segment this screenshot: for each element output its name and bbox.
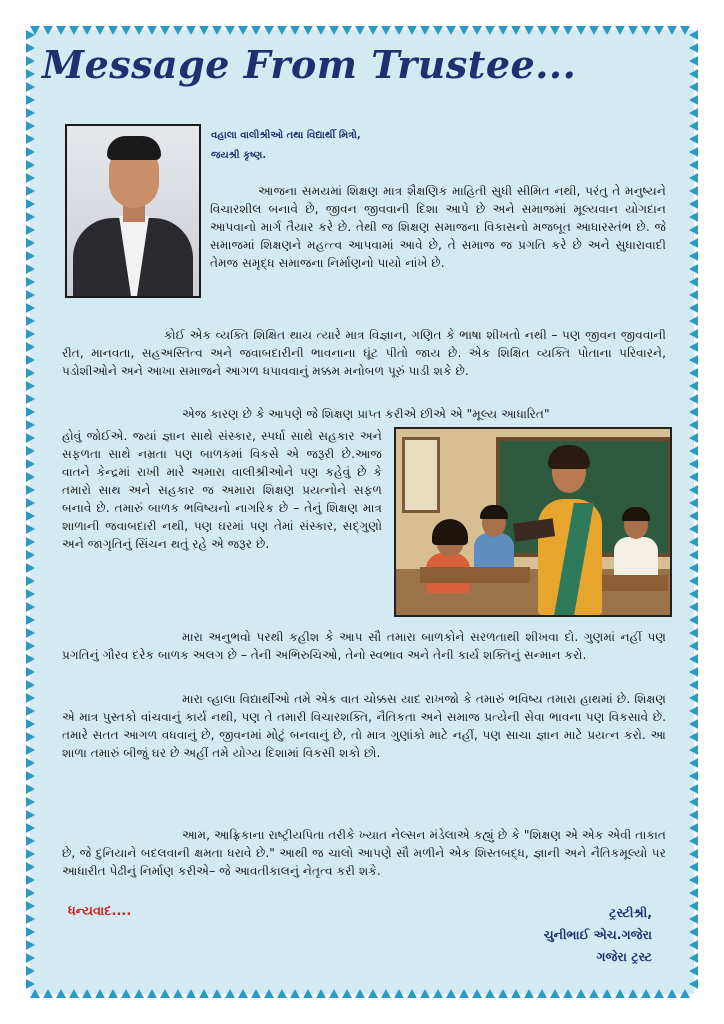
- border-triangle: [689, 69, 698, 79]
- trustee-photo: [65, 124, 201, 298]
- border-triangle: [160, 989, 170, 998]
- paragraph-3-intro: એજ કારણ છે કે આપણે જે શિક્ષણ પ્રાપ્ત કરીએ છીએ એ "મૂલ્ય આધારિત": [182, 407, 550, 421]
- border-triangle: [316, 26, 326, 35]
- border-triangle: [689, 147, 698, 157]
- border-triangle: [95, 26, 105, 35]
- border-triangle: [689, 979, 698, 989]
- border-triangle: [26, 329, 35, 339]
- border-triangle: [26, 186, 35, 196]
- border-triangle: [108, 989, 118, 998]
- border-triangle: [641, 26, 651, 35]
- border-triangle: [381, 989, 391, 998]
- border-triangle: [689, 875, 698, 885]
- page-title: Message From Trustee...: [42, 42, 577, 87]
- border-triangle: [26, 160, 35, 170]
- border-triangle: [26, 732, 35, 742]
- border-triangle: [420, 26, 430, 35]
- border-triangle: [689, 745, 698, 755]
- border-triangle: [689, 407, 698, 417]
- border-triangle: [689, 810, 698, 820]
- border-triangle: [26, 602, 35, 612]
- border-triangle: [26, 238, 35, 248]
- border-triangle: [689, 355, 698, 365]
- border-triangle: [689, 186, 698, 196]
- border-triangle: [26, 407, 35, 417]
- border-triangle: [689, 784, 698, 794]
- border-triangle: [689, 498, 698, 508]
- border-triangle: [26, 966, 35, 976]
- border-triangle: [303, 26, 313, 35]
- border-triangle: [563, 989, 573, 998]
- border-triangle: [290, 26, 300, 35]
- border-triangle: [615, 26, 625, 35]
- border-triangle: [26, 797, 35, 807]
- border-triangle: [26, 498, 35, 508]
- border-triangle: [69, 989, 79, 998]
- border-triangle: [342, 989, 352, 998]
- border-triangle: [689, 251, 698, 261]
- border-triangle: [56, 26, 66, 35]
- border-triangle: [689, 641, 698, 651]
- border-triangle: [472, 989, 482, 998]
- border-triangle: [26, 680, 35, 690]
- border-triangle: [689, 667, 698, 677]
- border-triangle: [26, 316, 35, 326]
- border-triangle: [689, 693, 698, 703]
- border-triangle: [26, 914, 35, 924]
- border-triangle: [26, 368, 35, 378]
- paragraph-1: આજના સમયમાં શિક્ષણ માત્ર શૈક્ષણિક માહિતી સુધી સીમિત નથી, પરંતુ તે મનુષ્યને વિચારશીલ બનાવે છે, જીવન જીવવાની દિશા આપે છે અને સમાજમાં મૂલ્યવાન યોગદાન આપવાનો માર્ગ તૈયાર કરે છે. તેથી જ શિક્ષણ સમાજના વિકાસનો મજબૂત આધારસ્તંભ છે. જે સમાજમાં શિક્ષણને મહત્ત્વ આપવામાં આવે છે, તે સમાજ જ પ્રગતિ કરે છે અને સુધારાવાદી તેમજ સમૃદ્ધ સમાજના નિર્માણનો પાયો નાંખે છે.: [210, 184, 666, 270]
- border-triangle: [689, 719, 698, 729]
- border-triangle: [689, 576, 698, 586]
- border-triangle: [576, 26, 586, 35]
- border-triangle: [26, 771, 35, 781]
- border-triangle: [689, 394, 698, 404]
- border-triangle: [134, 26, 144, 35]
- border-triangle: [654, 989, 664, 998]
- border-triangle: [26, 277, 35, 287]
- border-triangle: [689, 706, 698, 716]
- border-triangle: [472, 26, 482, 35]
- border-triangle: [277, 989, 287, 998]
- border-triangle: [26, 433, 35, 443]
- border-triangle: [26, 43, 35, 53]
- border-triangle: [26, 654, 35, 664]
- border-triangle: [251, 26, 261, 35]
- border-triangle: [368, 989, 378, 998]
- border-triangle: [26, 641, 35, 651]
- border-triangle: [602, 989, 612, 998]
- border-triangle: [368, 26, 378, 35]
- border-triangle: [689, 602, 698, 612]
- border-triangle: [433, 26, 443, 35]
- border-triangle: [689, 342, 698, 352]
- paragraph-3-body: હોવું જોઈએ. જ્યાં જ્ઞાન સાથે સંસ્કાર, સ્પર્ધા સાથે સહકાર અને સફળતા સાથે નમ્રતા પણ બાળકમાં વિકસે એ જરૂરી છે.આજ વાતને કેન્દ્રમાં રાખી મારે અમારા વાલીશ્રીઓને પણ કહેવું છે કે તમારો સાથ અને સહકાર જ અમારા શિક્ષણ પ્રયત્નોને સફળ બનાવે છે. તમારું બાળક ભવિષ્યનો નાગરિક છે – તેનું શિક્ષણ માત્ર શાળાની જવાબદારી નથી, પણ ઘરમાં પણ તેમાં સંસ્કાર, સદ્ગુણો અને જાગૃતિનું સિંચન થતું રહે એ જરૂર છે.: [62, 429, 382, 551]
- border-triangle: [602, 26, 612, 35]
- border-triangle: [498, 26, 508, 35]
- border-triangle: [26, 979, 35, 989]
- border-triangle: [26, 420, 35, 430]
- signature-org: ગજેરા ટ્રસ્ટ: [596, 949, 652, 964]
- border-triangle: [26, 693, 35, 703]
- border-triangle: [689, 511, 698, 521]
- border-triangle: [26, 953, 35, 963]
- border-triangle: [689, 433, 698, 443]
- border-triangle: [689, 550, 698, 560]
- signature-title: ટ્રસ્ટીશ્રી,: [609, 905, 652, 920]
- border-triangle: [689, 95, 698, 105]
- border-triangle: [342, 26, 352, 35]
- border-triangle: [381, 26, 391, 35]
- border-triangle: [26, 355, 35, 365]
- border-triangle: [108, 26, 118, 35]
- border-triangle: [485, 989, 495, 998]
- border-triangle: [689, 628, 698, 638]
- border-triangle: [26, 173, 35, 183]
- border-triangle: [173, 26, 183, 35]
- border-triangle: [689, 732, 698, 742]
- border-triangle: [689, 160, 698, 170]
- paragraph-4: મારા અનુભવો પરથી કહીશ કે આપ સૌ તમારા બાળકોને સરળતાથી શીખવા દો. ગુણમાં નહીં પણ પ્રગતિનું ગૌરવ દરેક બાળક અલગ છે – તેની અભિરુચિઓ, તેનો સ્વભાવ અને તેની કાર્ય શક્તિનું સન્માન કરો.: [62, 630, 666, 662]
- triangle-border-bottom: [30, 989, 694, 998]
- border-triangle: [56, 989, 66, 998]
- border-triangle: [26, 485, 35, 495]
- border-triangle: [485, 26, 495, 35]
- border-triangle: [459, 989, 469, 998]
- border-triangle: [615, 989, 625, 998]
- border-triangle: [689, 927, 698, 937]
- border-triangle: [95, 989, 105, 998]
- border-triangle: [537, 26, 547, 35]
- border-triangle: [264, 26, 274, 35]
- border-triangle: [160, 26, 170, 35]
- border-triangle: [43, 26, 53, 35]
- border-triangle: [563, 26, 573, 35]
- border-triangle: [689, 329, 698, 339]
- border-triangle: [689, 654, 698, 664]
- border-triangle: [689, 368, 698, 378]
- border-triangle: [26, 745, 35, 755]
- border-triangle: [689, 82, 698, 92]
- border-triangle: [420, 989, 430, 998]
- border-triangle: [689, 303, 698, 313]
- border-triangle: [26, 82, 35, 92]
- border-triangle: [173, 989, 183, 998]
- border-triangle: [329, 26, 339, 35]
- border-triangle: [303, 989, 313, 998]
- border-triangle: [26, 147, 35, 157]
- border-triangle: [667, 989, 677, 998]
- border-triangle: [689, 914, 698, 924]
- border-triangle: [689, 212, 698, 222]
- border-triangle: [689, 940, 698, 950]
- border-triangle: [26, 290, 35, 300]
- greeting-line-1: વહાલા વાલીશ્રીઓ તથા વિદ્યાર્થી મિત્રો,: [211, 130, 361, 141]
- border-triangle: [26, 394, 35, 404]
- border-triangle: [394, 26, 404, 35]
- border-triangle: [26, 628, 35, 638]
- border-triangle: [689, 173, 698, 183]
- border-triangle: [433, 989, 443, 998]
- border-triangle: [550, 26, 560, 35]
- border-triangle: [26, 836, 35, 846]
- border-triangle: [446, 26, 456, 35]
- border-triangle: [689, 615, 698, 625]
- greeting-line-2: જયશ્રી કૃષ્ણ.: [211, 150, 267, 161]
- border-triangle: [689, 238, 698, 248]
- border-triangle: [689, 316, 698, 326]
- border-triangle: [26, 823, 35, 833]
- border-triangle: [26, 615, 35, 625]
- border-triangle: [689, 563, 698, 573]
- border-triangle: [26, 563, 35, 573]
- border-triangle: [26, 706, 35, 716]
- border-triangle: [689, 277, 698, 287]
- border-triangle: [689, 199, 698, 209]
- border-triangle: [69, 26, 79, 35]
- border-triangle: [689, 797, 698, 807]
- border-triangle: [550, 989, 560, 998]
- border-triangle: [524, 989, 534, 998]
- border-triangle: [186, 26, 196, 35]
- signature-block: [544, 902, 652, 968]
- border-triangle: [238, 26, 248, 35]
- border-triangle: [446, 989, 456, 998]
- border-triangle: [689, 758, 698, 768]
- border-triangle: [689, 888, 698, 898]
- border-triangle: [689, 56, 698, 66]
- classroom-illustration: [394, 427, 672, 617]
- border-triangle: [251, 989, 261, 998]
- border-triangle: [26, 342, 35, 352]
- border-triangle: [689, 446, 698, 456]
- triangle-border-top: [30, 26, 694, 35]
- border-triangle: [26, 303, 35, 313]
- border-triangle: [26, 576, 35, 586]
- border-triangle: [667, 26, 677, 35]
- border-triangle: [26, 810, 35, 820]
- paragraph-2: કોઈ એક વ્યક્તિ શિક્ષિત થાય ત્યારે માત્ર વિજ્ઞાન, ગણિત કે ભાષા શીખતો નથી – પણ જીવન જીવવાની રીત, માનવતા, સહઅસ્તિત્વ અને જવાબદારીની ભાવનાના ઘૂંટ પીતો જાય છે. એક શિક્ષિત વ્યક્તિ પોતાના પરિવારને, પડોશીઓને અને આખા સમાજને આગળ ધપાવવાનું મક્કમ મનોબળ પૂરું પાડી શકે છે.: [62, 328, 666, 378]
- border-triangle: [26, 550, 35, 560]
- border-triangle: [394, 989, 404, 998]
- border-triangle: [654, 26, 664, 35]
- border-triangle: [26, 667, 35, 677]
- border-triangle: [689, 862, 698, 872]
- border-triangle: [26, 719, 35, 729]
- border-triangle: [689, 524, 698, 534]
- border-triangle: [43, 989, 53, 998]
- border-triangle: [689, 381, 698, 391]
- border-triangle: [26, 459, 35, 469]
- border-triangle: [524, 26, 534, 35]
- border-triangle: [329, 989, 339, 998]
- border-triangle: [316, 989, 326, 998]
- border-triangle: [689, 121, 698, 131]
- border-triangle: [628, 989, 638, 998]
- border-triangle: [589, 26, 599, 35]
- border-triangle: [26, 511, 35, 521]
- border-triangle: [689, 225, 698, 235]
- border-triangle: [26, 134, 35, 144]
- border-triangle: [511, 989, 521, 998]
- border-triangle: [26, 901, 35, 911]
- border-triangle: [628, 26, 638, 35]
- border-triangle: [134, 989, 144, 998]
- border-triangle: [459, 26, 469, 35]
- border-triangle: [689, 849, 698, 859]
- border-triangle: [290, 989, 300, 998]
- border-triangle: [641, 989, 651, 998]
- border-triangle: [576, 989, 586, 998]
- border-triangle: [225, 26, 235, 35]
- border-triangle: [199, 989, 209, 998]
- border-triangle: [689, 771, 698, 781]
- border-triangle: [407, 989, 417, 998]
- triangle-border-left: [26, 30, 35, 994]
- border-triangle: [26, 537, 35, 547]
- border-triangle: [26, 875, 35, 885]
- border-triangle: [26, 225, 35, 235]
- border-triangle: [689, 459, 698, 469]
- border-triangle: [689, 43, 698, 53]
- border-triangle: [26, 524, 35, 534]
- border-triangle: [26, 212, 35, 222]
- border-triangle: [264, 989, 274, 998]
- paragraph-5: મારા વ્હાલા વિદ્યાર્થીઓ તમે એક વાત ચોક્કસ યાદ રાખજો કે તમારું ભવિષ્ય તમારા હાથમાં છે. શિક્ષણ એ માત્ર પુસ્તકો વાંચવાનું કાર્ય નથી, પણ તે તમારી વિચારશક્તિ, નૈતિકતા અને સમાજ પ્રત્યેની સેવા ભાવના પણ વિકસાવે છે. તમારે સતત આગળ વધવાનું છે, જીવનમાં મોટું બનવાનું છે, તો માત્ર ગુણાંકો માટે નહીં, પણ સાચા જ્ઞાન માટે પ્રયત્ન કરો. આ શાળા તમારું બીજું ઘર છે અહીં તમે યોગ્ય દિશામાં વિકસી શકો છો.: [62, 692, 666, 760]
- border-triangle: [26, 849, 35, 859]
- border-triangle: [26, 264, 35, 274]
- border-triangle: [689, 472, 698, 482]
- border-triangle: [26, 862, 35, 872]
- border-triangle: [26, 199, 35, 209]
- border-triangle: [26, 30, 35, 40]
- border-bottom: [0, 994, 724, 1024]
- border-triangle: [26, 95, 35, 105]
- border-triangle: [26, 940, 35, 950]
- border-triangle: [689, 589, 698, 599]
- border-triangle: [511, 26, 521, 35]
- border-triangle: [26, 888, 35, 898]
- border-triangle: [355, 989, 365, 998]
- border-triangle: [121, 989, 131, 998]
- border-triangle: [277, 26, 287, 35]
- border-triangle: [147, 26, 157, 35]
- border-triangle: [121, 26, 131, 35]
- border-triangle: [238, 989, 248, 998]
- border-triangle: [26, 381, 35, 391]
- border-triangle: [199, 26, 209, 35]
- border-triangle: [26, 927, 35, 937]
- border-triangle: [26, 472, 35, 482]
- border-triangle: [26, 251, 35, 261]
- border-triangle: [212, 989, 222, 998]
- border-triangle: [589, 989, 599, 998]
- triangle-border-right: [689, 30, 698, 994]
- border-triangle: [26, 121, 35, 131]
- border-triangle: [355, 26, 365, 35]
- border-triangle: [212, 26, 222, 35]
- border-triangle: [26, 589, 35, 599]
- border-triangle: [689, 30, 698, 40]
- signature-name: ચુનીભાઈ એચ.ગજેરા: [543, 927, 652, 942]
- border-triangle: [225, 989, 235, 998]
- border-triangle: [689, 966, 698, 976]
- border-triangle: [26, 758, 35, 768]
- border-triangle: [689, 420, 698, 430]
- border-triangle: [689, 290, 698, 300]
- border-triangle: [82, 989, 92, 998]
- border-triangle: [689, 134, 698, 144]
- border-triangle: [689, 953, 698, 963]
- border-triangle: [689, 823, 698, 833]
- border-right: [694, 0, 724, 1024]
- border-triangle: [689, 901, 698, 911]
- border-triangle: [689, 680, 698, 690]
- border-triangle: [186, 989, 196, 998]
- border-triangle: [689, 485, 698, 495]
- border-triangle: [537, 989, 547, 998]
- paragraph-6: આમ, આફ્રિકાના રાષ્ટ્રીયપિતા તરીકે ખ્યાત નેલ્સન મંડેલાએ કહ્યું છે કે "શિક્ષણ એ એક એવી તાકાત છે, જે દુનિયાને બદલવાની ક્ષમતા ધરાવે છે." આથી જ ચાલો આપણે સૌ મળીને એક શિસ્તબદ્ધ, જ્ઞાની અને નૈતિકમૂલ્યો પર આધારીત પેઢીનું નિર્માણ કરીએ– જે આવતીકાલનું નેતૃત્વ કરી શકે.: [62, 828, 666, 878]
- border-triangle: [26, 56, 35, 66]
- border-triangle: [82, 26, 92, 35]
- border-triangle: [689, 537, 698, 547]
- border-triangle: [407, 26, 417, 35]
- border-triangle: [498, 989, 508, 998]
- border-triangle: [26, 69, 35, 79]
- border-triangle: [147, 989, 157, 998]
- border-triangle: [689, 264, 698, 274]
- border-triangle: [689, 836, 698, 846]
- border-triangle: [689, 108, 698, 118]
- border-triangle: [26, 108, 35, 118]
- border-triangle: [26, 446, 35, 456]
- thanks-text: ધન્યવાદ....: [68, 904, 132, 919]
- border-triangle: [26, 784, 35, 794]
